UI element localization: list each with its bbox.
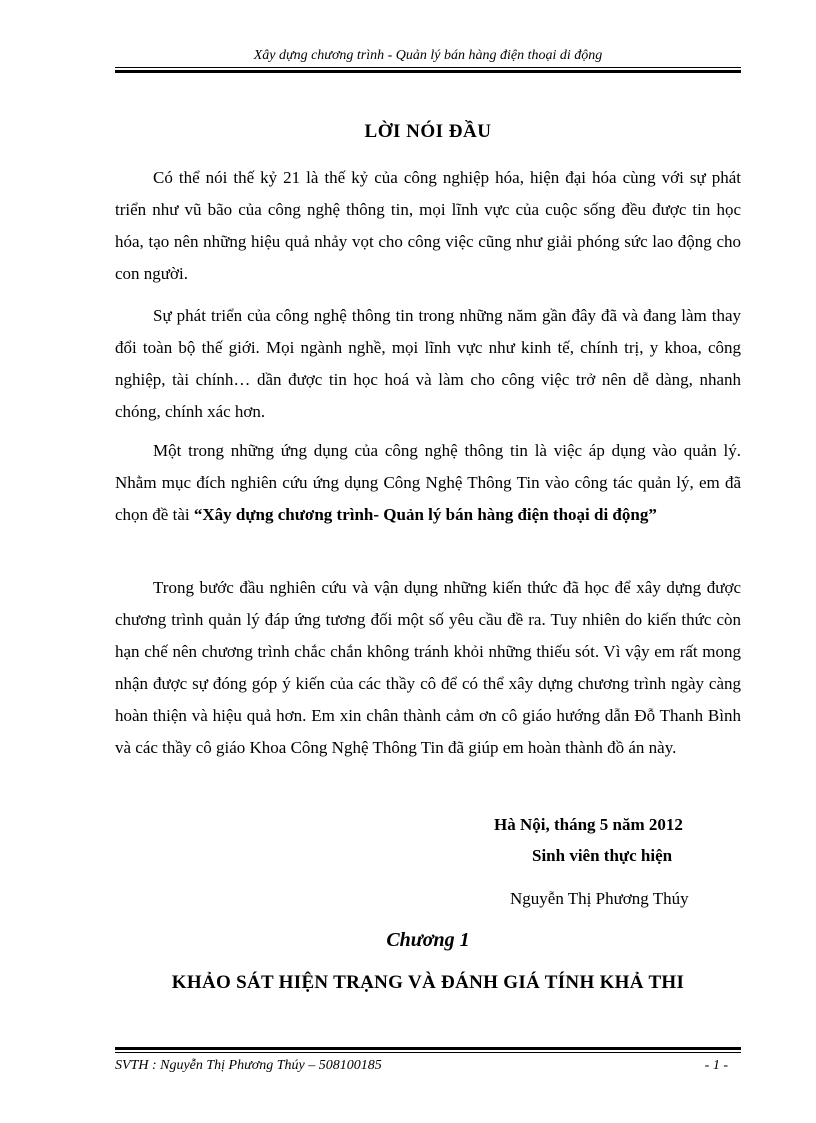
running-header: Xây dựng chương trình - Quản lý bán hàng điện thoại di động bbox=[253, 48, 603, 63]
paragraph-1-text: Có thể nói thế kỷ 21 là thế kỷ của công nghiệp hóa, hiện đại hóa cùng với sự phát triển như vũ bão của công nghệ thông tin, mọi lĩnh vực của cuộc sống đều được tin học hóa, tạo nên những hiệu quả nhảy vọt cho công việc cũng như giải phóng sức lao động cho con người. bbox=[115, 168, 741, 283]
signature-place-date: Hà Nội, tháng 5 năm 2012 bbox=[494, 815, 683, 834]
header-rule-thin bbox=[115, 67, 741, 68]
signature-role: Sinh viên thực hiện bbox=[532, 846, 673, 865]
footer-rule-thin bbox=[115, 1052, 741, 1053]
signature-name: Nguyễn Thị Phương Thúy bbox=[510, 889, 689, 908]
header-rule-thick bbox=[115, 70, 741, 73]
page-title: LỜI NÓI ĐẦU bbox=[364, 121, 492, 142]
project-title-bold: “Xây dựng chương trình- Quản lý bán hàng điện thoại di động” bbox=[193, 505, 657, 524]
paragraph-4 bbox=[115, 572, 741, 764]
paragraph-2 bbox=[115, 300, 741, 428]
footer-rule-thick bbox=[115, 1047, 741, 1050]
paragraph-1 bbox=[115, 162, 741, 290]
paragraph-2-text: Sự phát triển của công nghệ thông tin trong những năm gần đây đã và đang làm thay đổi toàn bộ thế giới. Mọi ngành nghề, mọi lĩnh vực như kinh tế, chính trị, y khoa, công nghiệp, tài chính… dần được tin học hoá và làm cho công việc trở nên dễ dàng, nhanh chóng, chính xác hơn. bbox=[115, 306, 741, 421]
footer-student: SVTH : Nguyễn Thị Phương Thúy – 508100185 bbox=[115, 1058, 382, 1073]
paragraph-3-text: Một trong những ứng dụng của công nghệ thông tin là việc áp dụng vào quản lý. Nhằm mục đích nghiên cứu ứng dụng Công Nghệ Thông Tin vào công tác quản lý, em đã chọn đề tài bbox=[115, 441, 741, 524]
chapter-title: KHẢO SÁT HIỆN TRẠNG VÀ ĐÁNH GIÁ TÍNH KHẢ THI bbox=[171, 972, 685, 993]
paragraph-4-text: Trong bước đầu nghiên cứu và vận dụng những kiến thức đã học để xây dựng được chương trình quản lý đáp ứng tương đối một số yêu cầu đề ra. Tuy nhiên do kiến thức còn hạn chế nên chương trình chắc chắn không tránh khỏi những thiếu sót. Vì vậy em rất mong nhận được sự đóng góp ý kiến của các thầy cô để có thể xây dựng chương trình ngày càng hoàn thiện và hiệu quả hơn. Em xin chân thành cảm ơn cô giáo hướng dẫn Đỗ Thanh Bình và các thầy cô giáo Khoa Công Nghệ Thông Tin đã giúp em hoàn thành đồ án này. bbox=[115, 578, 741, 757]
chapter-label: Chương 1 bbox=[386, 929, 470, 951]
footer-page-number: - 1 - bbox=[704, 1058, 728, 1073]
paragraph-3 bbox=[115, 435, 741, 531]
